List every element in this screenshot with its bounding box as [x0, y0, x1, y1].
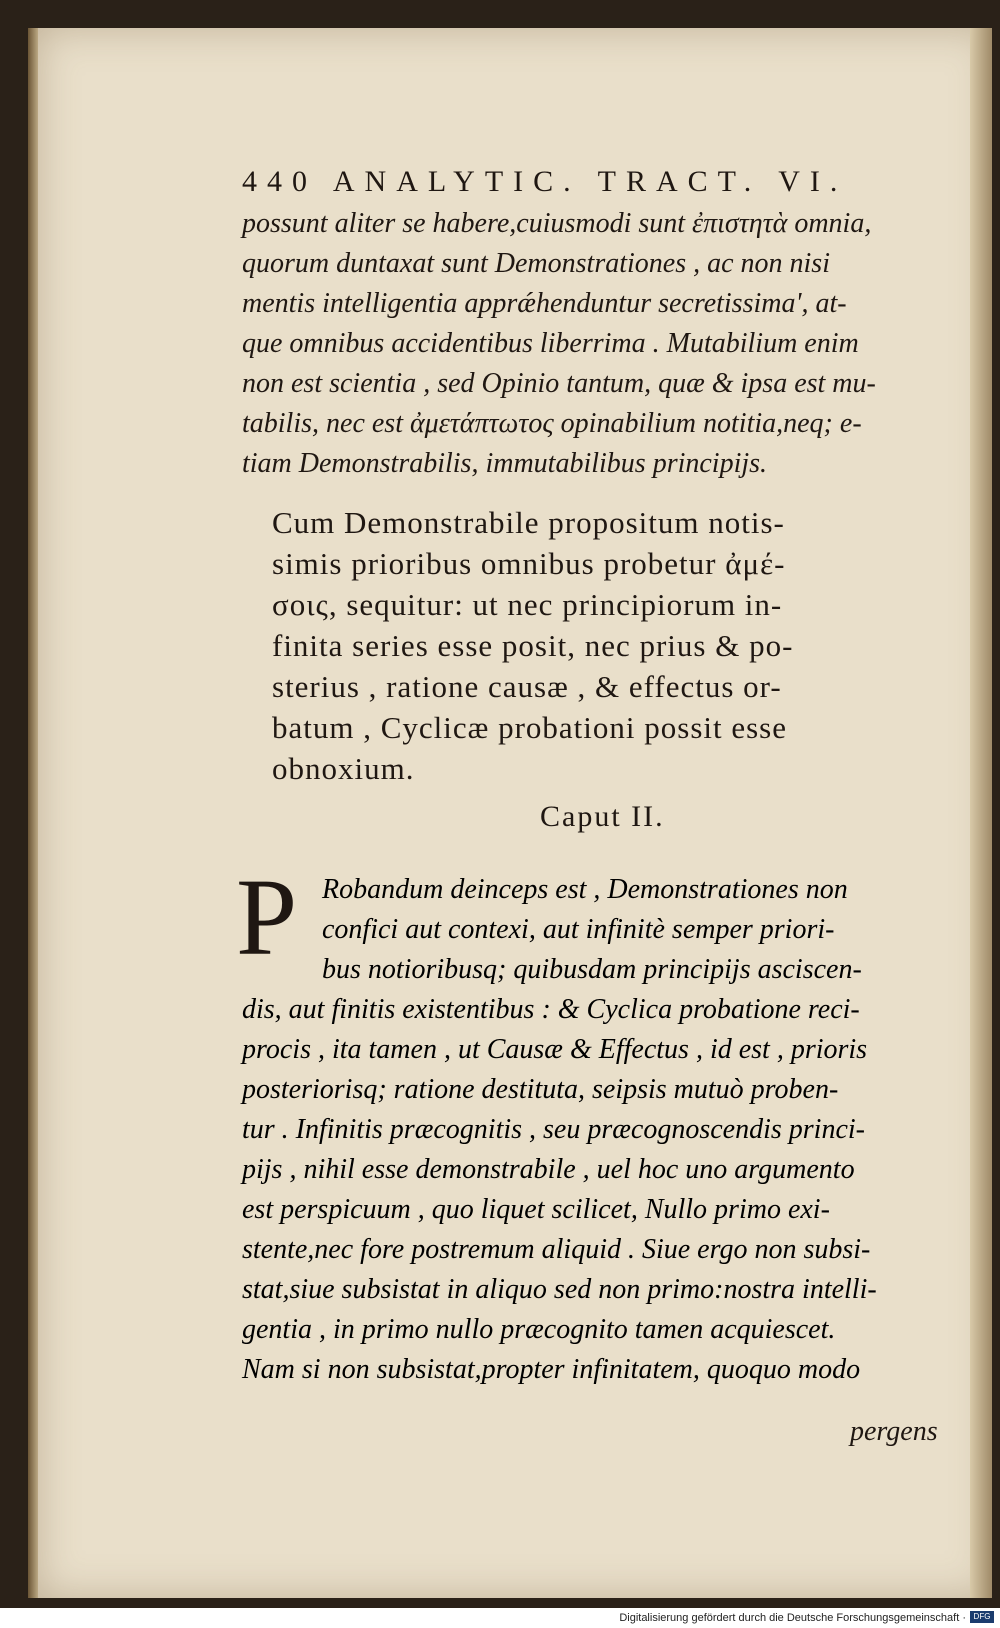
text-line: est perspicuum , quo liquet scilicet, Nullo primo exi-	[242, 1194, 830, 1225]
text-line: procis , ita tamen , ut Causæ & Effectus , id est , prioris	[242, 1034, 868, 1065]
text-line: Nam si non subsistat,propter infinitatem, quoquo modo	[242, 1354, 861, 1385]
text-line: tiam Demonstrabilis, immutabilibus principijs.	[242, 448, 768, 479]
dfg-logo: DFG	[970, 1611, 994, 1623]
text-line: mentis intelligentia apprǽhenduntur secretissima', at-	[242, 288, 847, 319]
page-number: 440	[242, 165, 317, 198]
text-line: obnoxium.	[272, 751, 415, 786]
text-line: dis, aut finitis existentibus : & Cyclica probatione reci-	[242, 994, 860, 1025]
paragraph-1	[242, 204, 942, 484]
running-title: ANALYTIC. TRACT. VI.	[332, 165, 848, 198]
text-line: Robandum deinceps est , Demonstrationes non	[322, 874, 848, 905]
drop-cap: P	[236, 856, 298, 978]
chapter-heading: Caput II.	[540, 800, 665, 833]
text-block	[242, 160, 942, 484]
paragraph-2	[242, 870, 942, 1390]
running-header	[242, 160, 942, 204]
text-line: bus notioribusq; quibusdam principijs asciscen-	[322, 954, 862, 985]
text-line: possunt aliter se habere,cuiusmodi sunt ἐπιστητὰ omnia,	[242, 208, 872, 239]
text-line: sterius , ratione causæ , & effectus or-	[272, 669, 782, 704]
text-line: que omnibus accidentibus liberrima . Mutabilium enim	[242, 328, 859, 359]
text-line: quorum duntaxat sunt Demonstrationes , ac non nisi	[242, 248, 830, 279]
text-line: stente,nec fore postremum aliquid . Siue ergo non subsi-	[242, 1234, 871, 1265]
text-line: gentia , in primo nullo præcognito tamen acquiescet.	[242, 1314, 836, 1345]
text-line: stat,siue subsistat in aliquo sed non primo:nostra intelli-	[242, 1274, 877, 1305]
text-line: non est scientia , sed Opinio tantum, quæ & ipsa est mu-	[242, 368, 876, 399]
catchword: pergens	[850, 1416, 938, 1447]
text-line: finita series esse posit, nec prius & po-	[272, 628, 794, 663]
chapter-summary	[272, 502, 912, 789]
text-line: posteriorisq; ratione destituta, seipsis mutuò proben-	[242, 1074, 839, 1105]
text-line: confici aut contexi, aut infinitè semper priori-	[322, 914, 835, 945]
page-spine	[970, 28, 992, 1598]
text-line: pijs , nihil esse demonstrabile , uel hoc uno argumento	[242, 1154, 855, 1185]
text-line: tur . Infinitis præcognitis , seu præcognoscendis princi-	[242, 1114, 865, 1145]
text-line: simis prioribus omnibus probetur ἀμέ-	[272, 546, 786, 581]
text-line: Cum Demonstrabile propositum notis-	[272, 505, 785, 540]
text-line: tabilis, nec est ἀμετάπτωτος opinabilium notitia,neq; e-	[242, 408, 862, 439]
footer-credit: Digitalisierung gefördert durch die Deutsche Forschungsgemeinschaft ·	[619, 1612, 966, 1624]
text-line: σοις, sequitur: ut nec principiorum in-	[272, 587, 783, 622]
text-line: batum , Cyclicæ probationi possit esse	[272, 710, 788, 745]
